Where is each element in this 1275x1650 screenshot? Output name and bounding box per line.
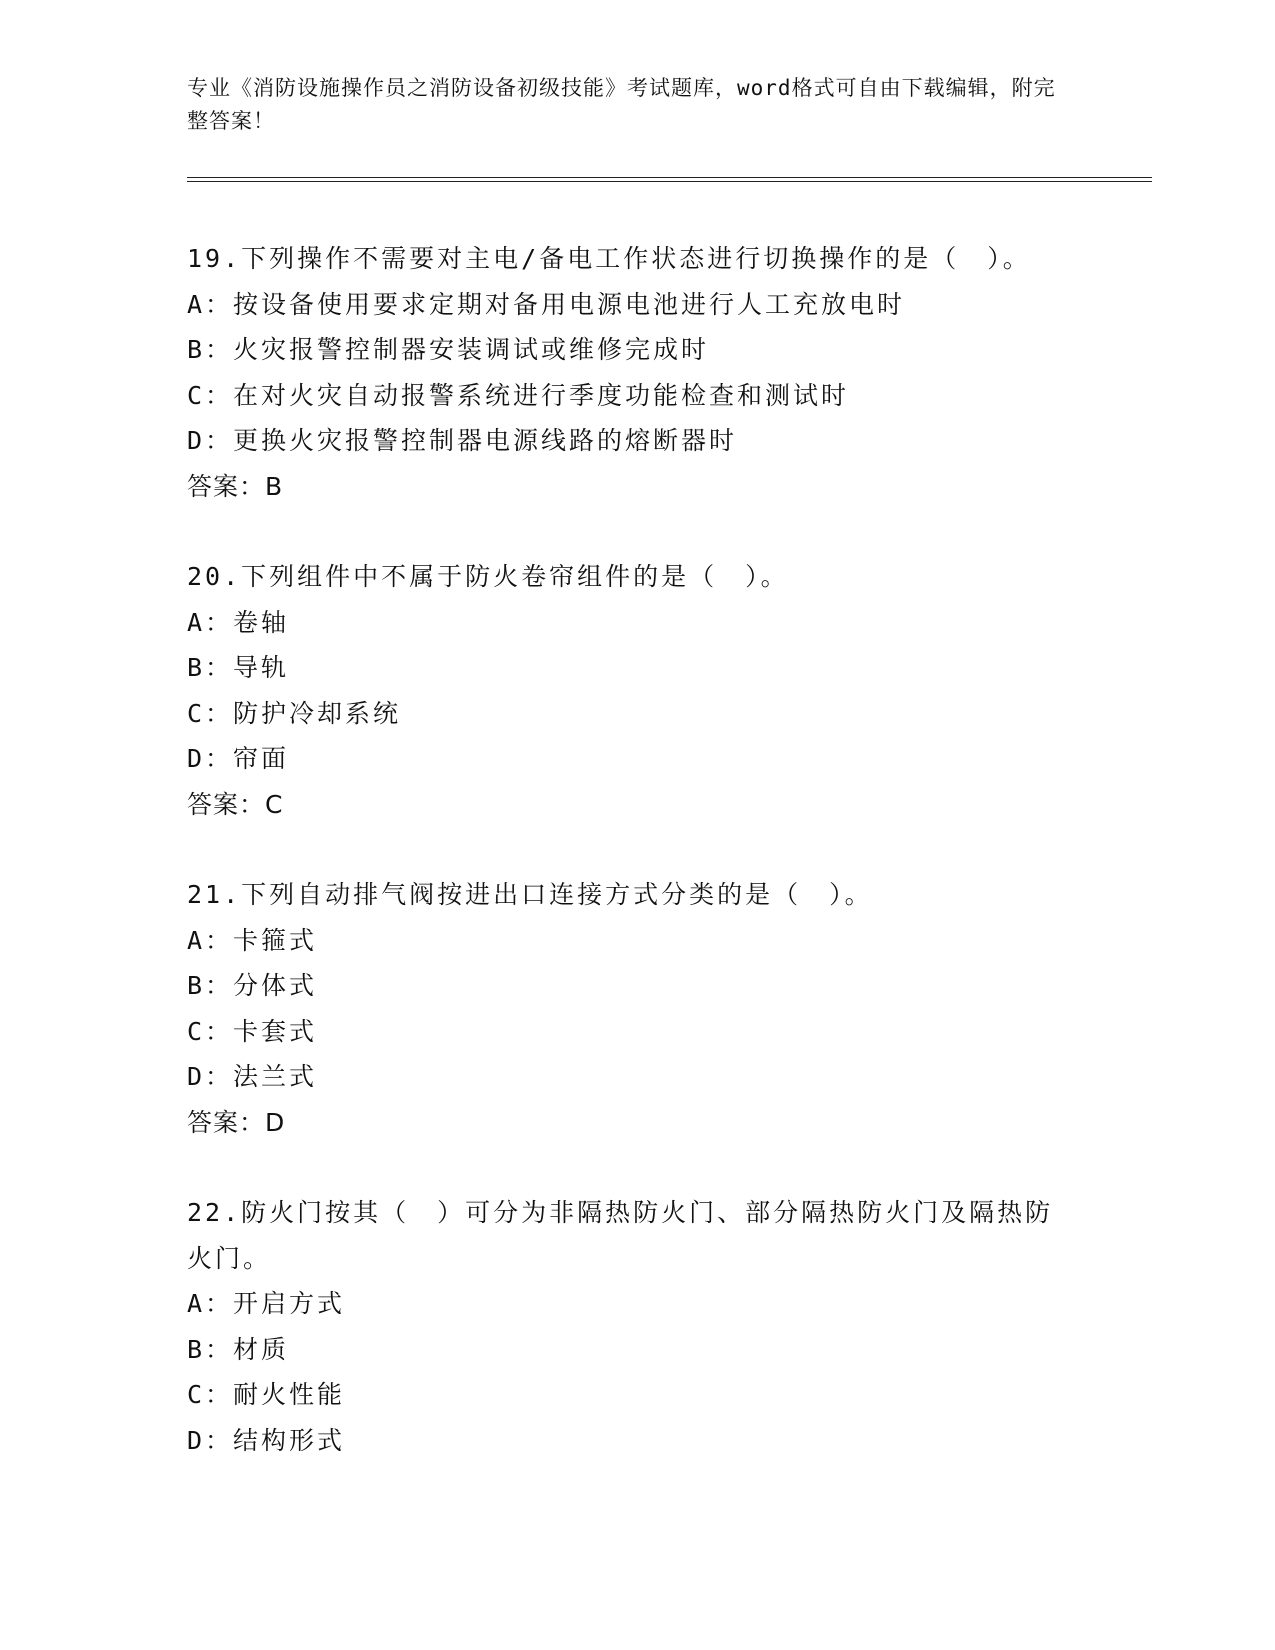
question-list [187,236,1087,1508]
document-intro: 专业《消防设施操作员之消防设备初级技能》考试题库，word格式可自由下载编辑，附完整答案！ [187,76,1056,133]
option-d: D：更换火灾报警控制器电源线路的熔断器时 [187,426,738,455]
question-21 [187,872,1087,1145]
option-a: A：卡箍式 [187,925,318,955]
option-b: B：导轨 [187,653,290,682]
option-c: C：耐火性能 [187,1380,346,1409]
option-a: A：卷轴 [187,607,290,637]
answer-line: 答案：B [187,471,284,501]
option-c: C：卡套式 [187,1016,318,1046]
option-a: A：开启方式 [187,1289,346,1318]
question-stem: 22.防火门按其（ ）可分为非隔热防火门、部分隔热防火门及隔热防火门。 [187,1198,1054,1273]
option-c: C：在对火灾自动报警系统进行季度功能检查和测试时 [187,380,850,410]
question-20 [187,554,1087,827]
option-d: D：法兰式 [187,1062,318,1091]
option-b: B：火灾报警控制器安装调试或维修完成时 [187,335,710,364]
answer-line: 答案：C [187,789,284,819]
header-divider-top [187,177,1152,178]
option-a: A：按设备使用要求定期对备用电源电池进行人工充放电时 [187,289,906,319]
question-22 [187,1190,1087,1463]
option-d: D：结构形式 [187,1425,346,1455]
option-b: B：分体式 [187,971,318,1000]
option-c: C：防护冷却系统 [187,698,402,728]
answer-line: 答案：D [187,1107,286,1137]
question-stem: 20.下列组件中不属于防火卷帘组件的是（ ）。 [187,562,789,591]
question-19 [187,236,1087,509]
option-b: B：材质 [187,1334,290,1364]
option-d: D：帘面 [187,744,290,773]
question-stem: 21.下列自动排气阀按进出口连接方式分类的是（ ）。 [187,880,873,909]
header-divider-bottom [187,181,1152,182]
question-stem: 19.下列操作不需要对主电/备电工作状态进行切换操作的是（ ）。 [187,244,1031,273]
